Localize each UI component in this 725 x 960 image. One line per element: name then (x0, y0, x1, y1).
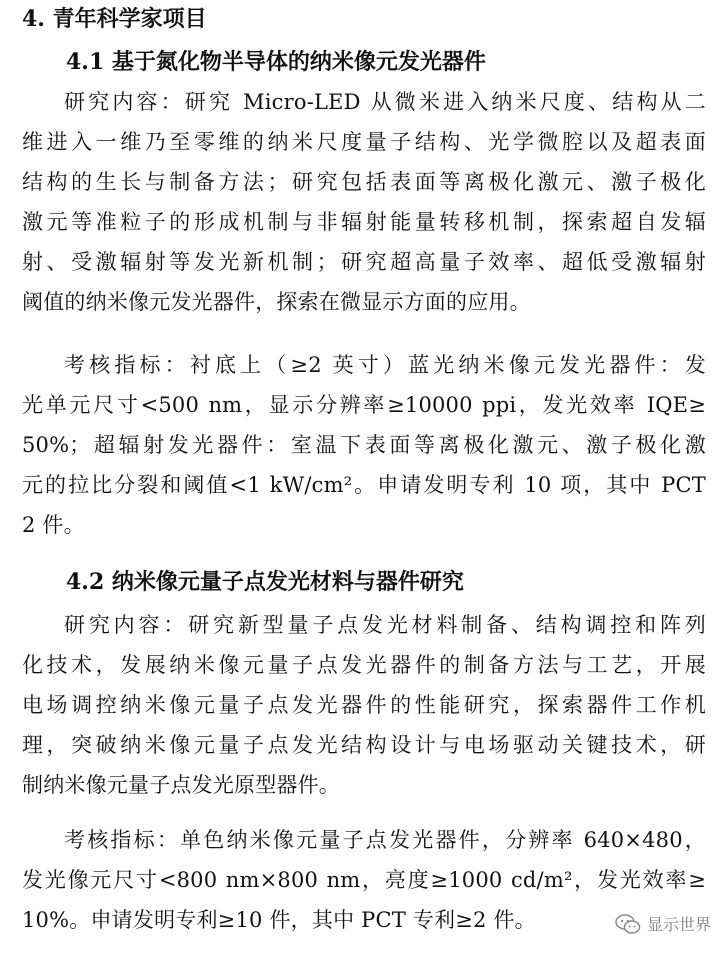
watermark-text: 显示世界 (646, 915, 711, 934)
paragraph-assessment-4-1 (22, 345, 706, 545)
text-line: 化技术，发展纳米像元量子点发光器件的制备方法与工艺，开展 (22, 653, 706, 677)
subsection-title-4-1: 4.1 基于氮化物半导体的纳米像元发光器件 (66, 49, 486, 75)
text-line: 发光像元尺寸<800 nm×800 nm，亮度≥1000 cd/m²，发光效率≥ (22, 868, 706, 892)
paragraph-research-content-4-1 (22, 82, 706, 322)
text-line: 考核指标：单色纳米像元量子点发光器件，分辨率 640×480， (64, 828, 706, 852)
text-line: 电场调控纳米像元量子点发光器件的性能研究，探索器件工作机 (22, 693, 706, 717)
text-line: 射、受激辐射等发光新机制；研究超高量子效率、超低受激辐射 (22, 250, 706, 274)
section-heading: 4. 青年科学家项目 (22, 6, 207, 32)
text-line: 2 件。 (22, 513, 85, 537)
paragraph-assessment-4-2 (22, 820, 706, 940)
text-line: 研究内容：研究 Micro-LED 从微米进入纳米尺度、结构从二 (64, 90, 706, 114)
text-line: 研究内容：研究新型量子点发光材料制备、结构调控和阵列 (64, 613, 706, 637)
text-line: 10%。申请发明专利≥10 件，其中 PCT 专利≥2 件。 (22, 908, 536, 932)
text-line: 结构的生长与制备方法；研究包括表面等离极化激元、激子极化 (22, 170, 706, 194)
text-line: 阈值的纳米像元发光器件，探索在微显示方面的应用。 (22, 290, 531, 314)
subsection-title-4-2: 4.2 纳米像元量子点发光材料与器件研究 (66, 569, 464, 595)
text-line: 理，突破纳米像元量子点发光结构设计与电场驱动关键技术，研 (22, 733, 706, 757)
text-line: 制纳米像元量子点发光原型器件。 (22, 773, 340, 797)
text-line: 光单元尺寸<500 nm，显示分辨率≥10000 ppi，发光效率 IQE≥ (22, 393, 706, 417)
text-line: 激元等准粒子的形成机制与非辐射能量转移机制，探索超自发辐 (22, 210, 706, 234)
wechat-icon (615, 914, 641, 934)
text-line: 元的拉比分裂和阈值<1 kW/cm²。申请发明专利 10 项，其中 PCT (22, 473, 706, 497)
text-line: 50%；超辐射发光器件：室温下表面等离极化激元、激子极化激 (22, 433, 706, 457)
text-line: 考核指标：衬底上（≥2 英寸）蓝光纳米像元发光器件：发 (64, 353, 706, 377)
text-line: 维进入一维乃至零维的纳米尺度量子结构、光学微腔以及超表面 (22, 130, 706, 154)
watermark (615, 912, 711, 935)
paragraph-research-content-4-2 (22, 605, 706, 805)
